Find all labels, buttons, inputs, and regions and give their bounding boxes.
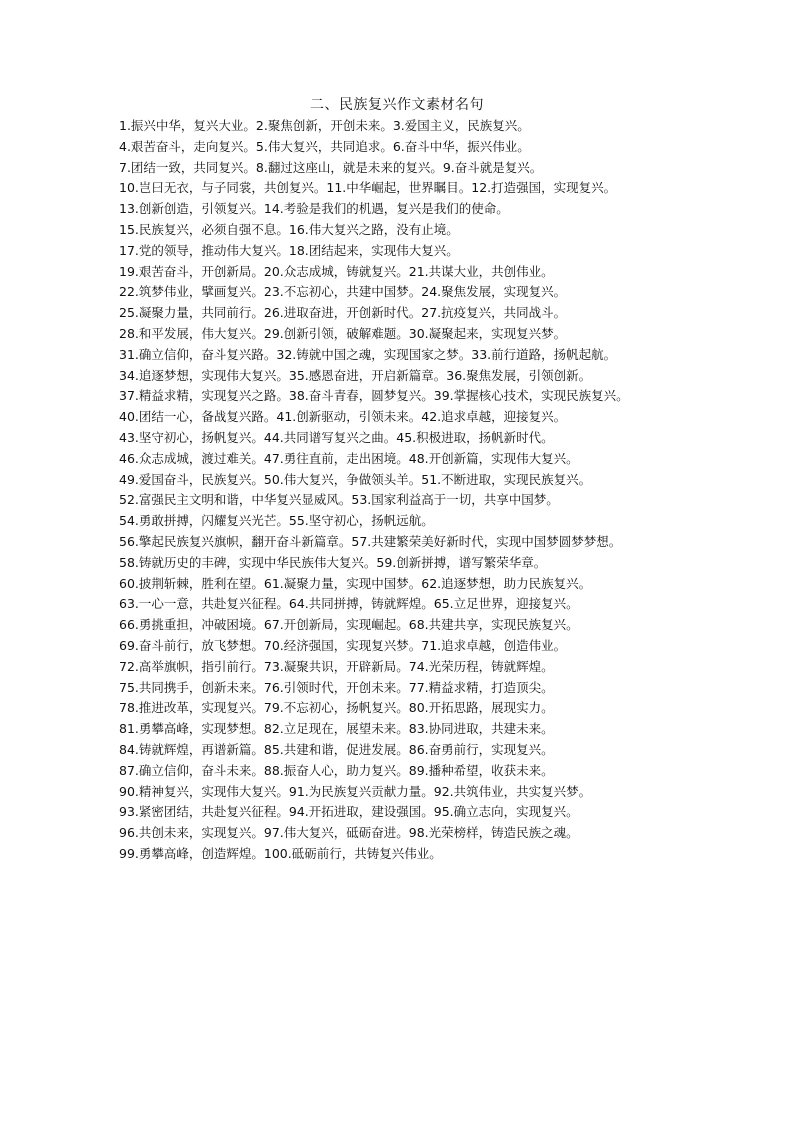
quote-line: 43.坚守初心，扬帆复兴。44.共同谱写复兴之曲。45.积极进取，扬帆新时代。 bbox=[119, 429, 554, 445]
quote-line: 60.披荆斩棘，胜利在望。61.凝聚力量，实现中国梦。62.追逐梦想，助力民族复兴。 bbox=[119, 575, 592, 591]
quote-line: 4.艰苦奋斗，走向复兴。5.伟大复兴，共同追求。6.奋斗中华，振兴伟业。 bbox=[119, 138, 530, 154]
quote-line: 10.岂曰无衣，与子同裳，共创复兴。11.中华崛起，世界瞩目。12.打造强国，实现复兴。 bbox=[119, 180, 617, 196]
quote-line: 15.民族复兴，必须自强不息。16.伟大复兴之路，没有止境。 bbox=[119, 221, 459, 237]
quote-line: 63.一心一意，共赴复兴征程。64.共同拼搏，铸就辉煌。65.立足世界，迎接复兴。 bbox=[119, 596, 579, 612]
quote-line: 72.高举旗帜，指引前行。73.凝聚共识，开辟新局。74.光荣历程，铸就辉煌。 bbox=[119, 658, 554, 674]
quote-line: 56.擎起民族复兴旗帜，翻开奋斗新篇章。57.共建繁荣美好新时代，实现中国梦圆梦梦想。 bbox=[119, 533, 622, 549]
quote-line: 66.勇挑重担，冲破困境。67.开创新局，实现崛起。68.共建共享，实现民族复兴。 bbox=[119, 617, 579, 633]
quote-line: 37.精益求精，实现复兴之路。38.奋斗青春，圆梦复兴。39.掌握核心技术，实现民族复兴。 bbox=[119, 388, 629, 404]
quote-line: 96.共创未来，实现复兴。97.伟大复兴，砥砺奋进。98.光荣榜样，铸造民族之魂。 bbox=[119, 825, 579, 841]
quote-line: 34.追逐梦想，实现伟大复兴。35.感恩奋进，开启新篇章。36.聚焦发展，引领创新。 bbox=[119, 367, 592, 383]
quote-line: 17.党的领导，推动伟大复兴。18.团结起来，实现伟大复兴。 bbox=[119, 242, 459, 258]
quote-line: 40.团结一心，备战复兴路。41.创新驱动，引领未来。42.追求卓越，迎接复兴。 bbox=[119, 409, 567, 425]
quote-line: 93.紧密团结，共赴复兴征程。94.开拓进取，建设强国。95.确立志向，实现复兴。 bbox=[119, 804, 579, 820]
quote-line: 25.凝聚力量，共同前行。26.进取奋进，开创新时代。27.抗疫复兴，共同战斗。 bbox=[119, 305, 567, 321]
quote-line: 22.筑梦伟业，擘画复兴。23.不忘初心，共建中国梦。24.聚焦发展，实现复兴。 bbox=[119, 284, 567, 300]
quote-line: 49.爱国奋斗，民族复兴。50.伟大复兴，争做领头羊。51.不断进取，实现民族复兴。 bbox=[119, 471, 592, 487]
document-title: 二、民族复兴作文素材名句 bbox=[310, 97, 484, 113]
quote-line: 69.奋斗前行，放飞梦想。70.经济强国，实现复兴梦。71.追求卓越，创造伟业。 bbox=[119, 637, 567, 653]
quote-line: 28.和平发展，伟大复兴。29.创新引领，破解难题。30.凝聚起来，实现复兴梦。 bbox=[119, 325, 567, 341]
quote-line: 99.勇攀高峰，创造辉煌。100.砥砺前行，共铸复兴伟业。 bbox=[119, 845, 442, 861]
quote-line: 19.艰苦奋斗，开创新局。20.众志成城，铸就复兴。21.共谋大业，共创伟业。 bbox=[119, 263, 554, 279]
quote-line: 75.共同携手，创新未来。76.引领时代，开创未来。77.精益求精，打造顶尖。 bbox=[119, 679, 554, 695]
quote-line: 46.众志成城，渡过难关。47.勇往直前，走出困境。48.开创新篇，实现伟大复兴。 bbox=[119, 450, 579, 466]
quote-line: 90.精神复兴，实现伟大复兴。91.为民族复兴贡献力量。92.共筑伟业，共实复兴梦。 bbox=[119, 783, 592, 799]
quote-line: 87.确立信仰，奋斗未来。88.振奋人心，助力复兴。89.播种希望，收获未来。 bbox=[119, 762, 554, 778]
quote-line: 52.富强民主文明和谐，中华复兴显威风。53.国家利益高于一切，共享中国梦。 bbox=[119, 492, 559, 508]
quote-line: 13.创新创造，引领复兴。14.考验是我们的机遇，复兴是我们的使命。 bbox=[119, 201, 509, 217]
quote-line: 58.铸就历史的丰碑，实现中华民族伟大复兴。59.创新拼搏，谱写繁荣华章。 bbox=[119, 554, 547, 570]
quote-line: 54.勇敢拼搏，闪耀复兴光芒。55.坚守初心，扬帆远航。 bbox=[119, 513, 434, 529]
quote-line: 81.勇攀高峰，实现梦想。82.立足现在，展望未来。83.协同进取，共建未来。 bbox=[119, 721, 554, 737]
quote-line: 7.团结一致，共同复兴。8.翻过这座山，就是未来的复兴。9.奋斗就是复兴。 bbox=[119, 159, 543, 175]
quote-line: 31.确立信仰，奋斗复兴路。32.铸就中国之魂，实现国家之梦。33.前行道路，扬帆起航。 bbox=[119, 346, 617, 362]
quote-line: 78.推进改革，实现复兴。79.不忘初心，扬帆复兴。80.开拓思路，展现实力。 bbox=[119, 700, 554, 716]
quote-line: 84.铸就辉煌，再谱新篇。85.共建和谐，促进发展。86.奋勇前行，实现复兴。 bbox=[119, 741, 554, 757]
quote-list bbox=[119, 116, 779, 865]
quote-line: 1.振兴中华，复兴大业。2.聚焦创新，开创未来。3.爱国主义，民族复兴。 bbox=[119, 118, 530, 133]
